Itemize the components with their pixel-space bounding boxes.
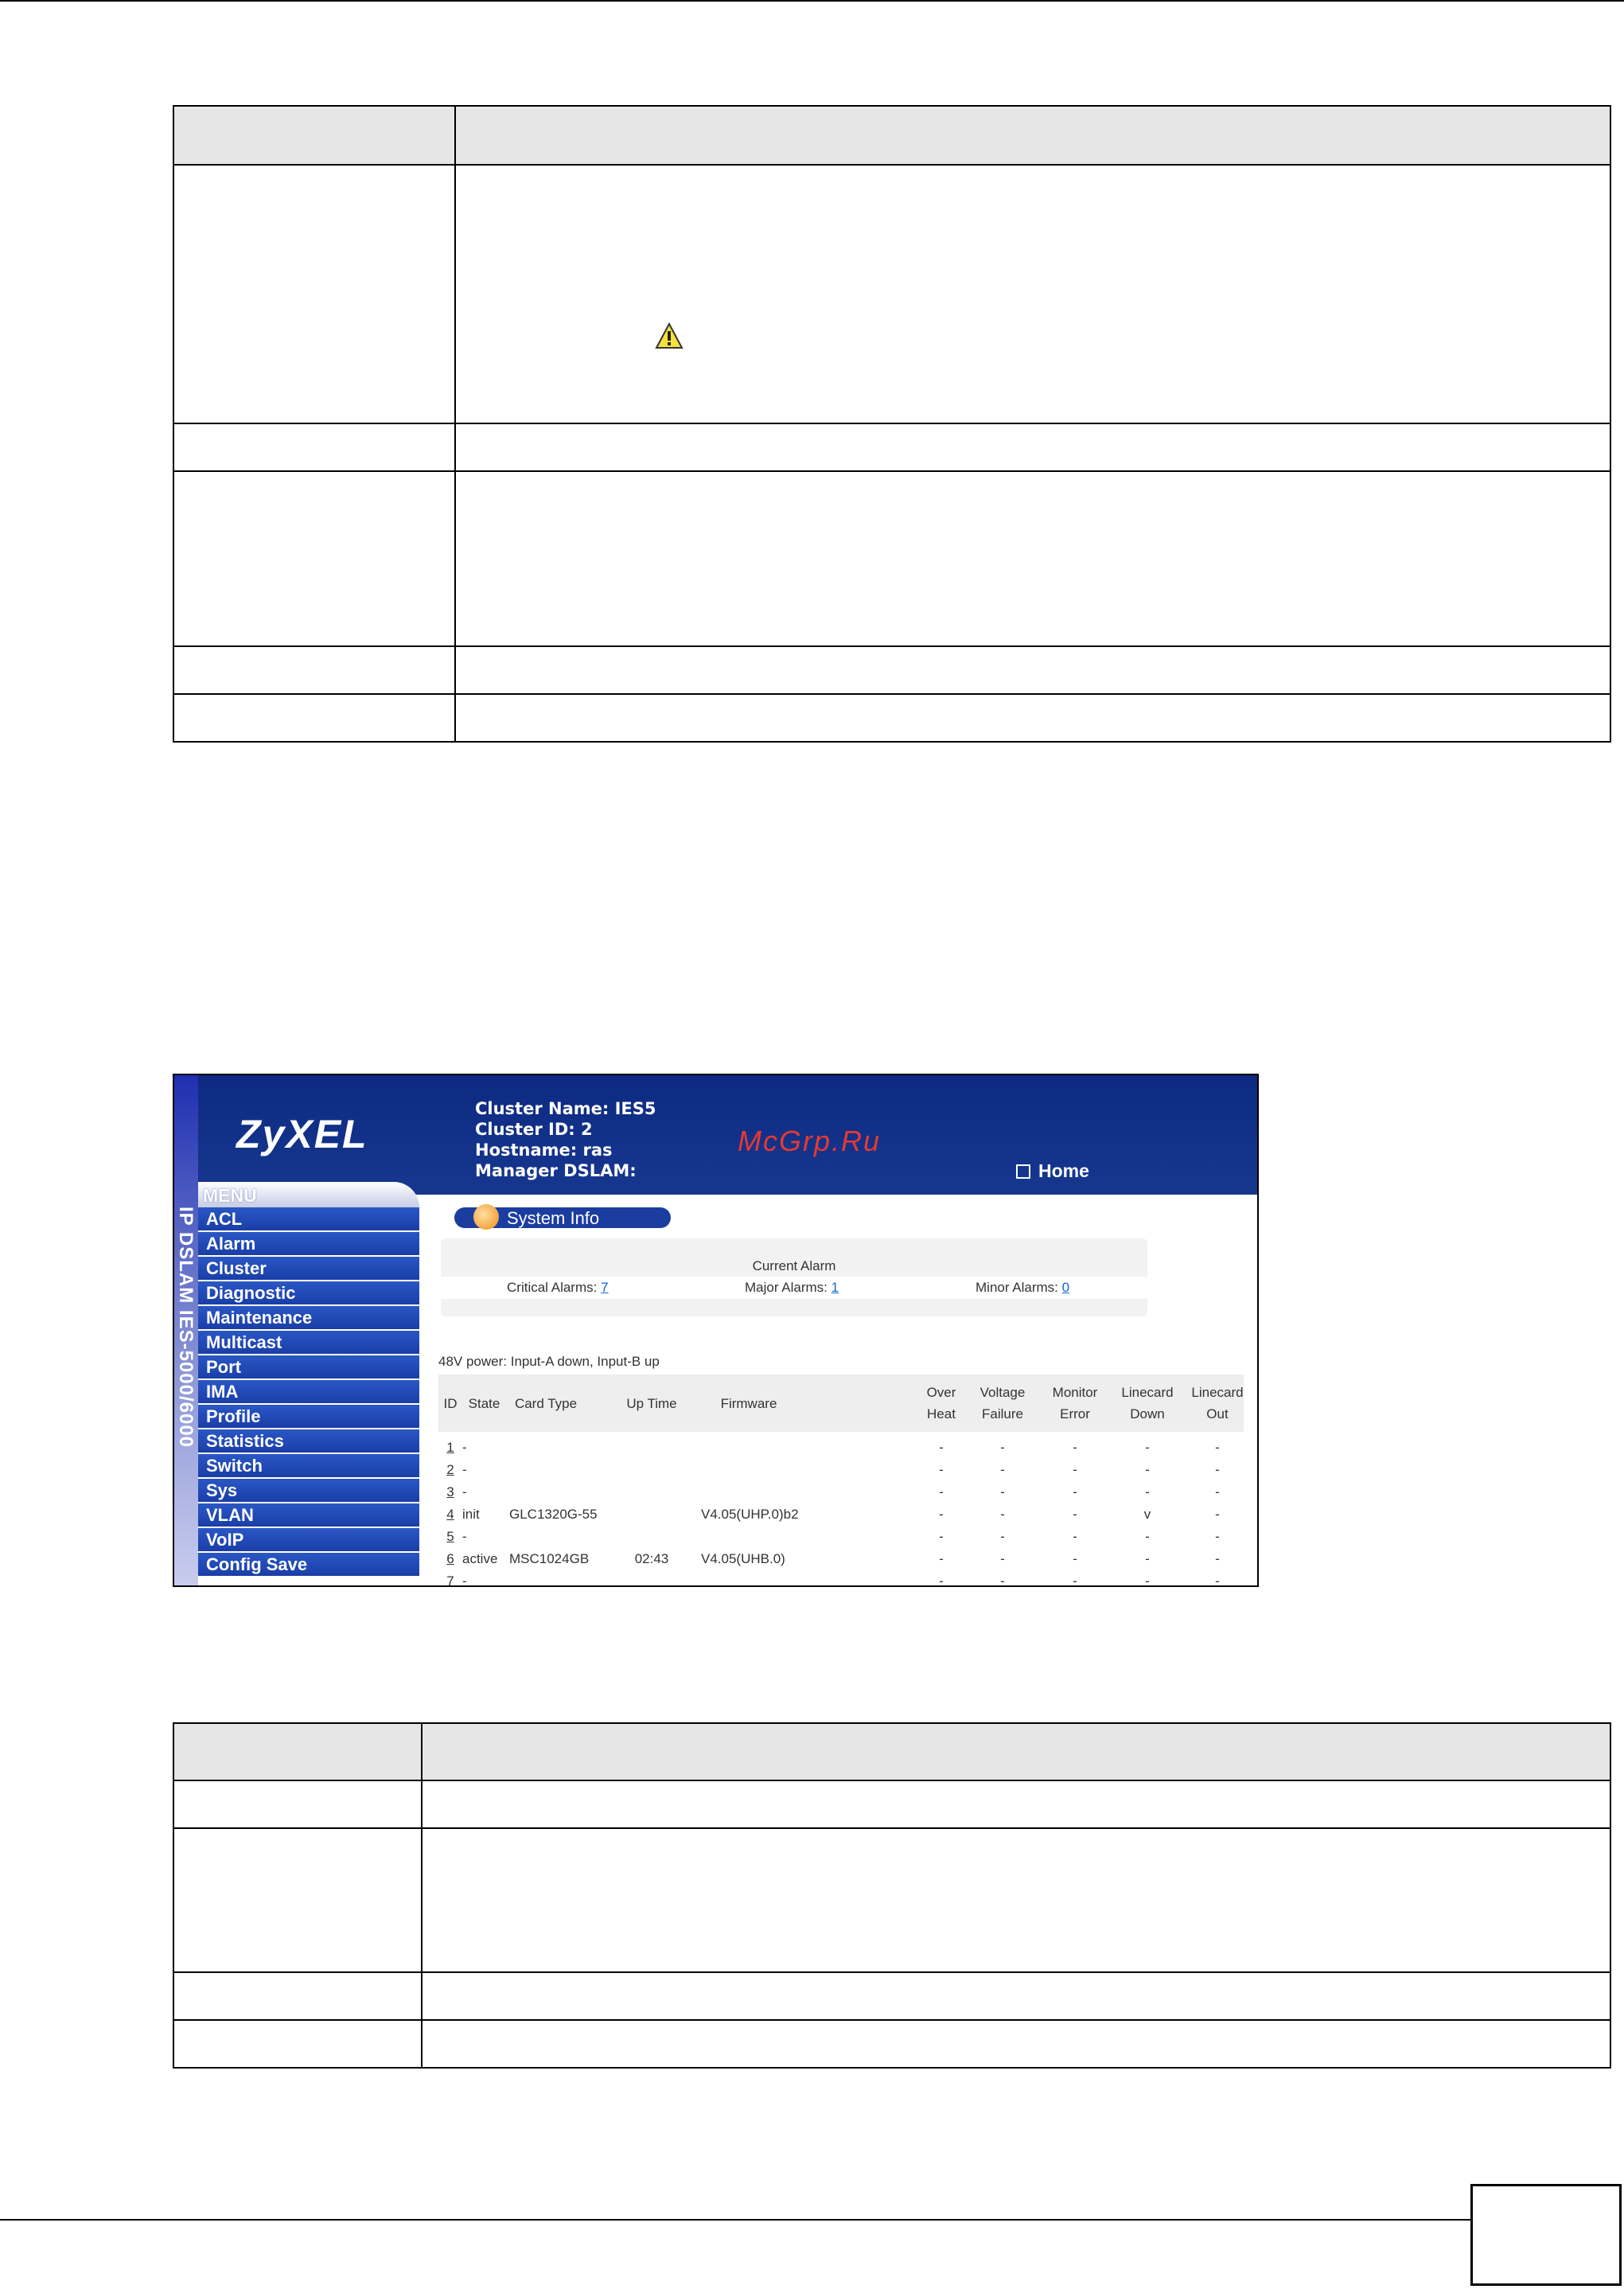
upper-table-header-description: [455, 106, 1610, 165]
menu-item-switch[interactable]: Switch: [198, 1454, 419, 1477]
upper-table-cell: [173, 423, 455, 471]
card-table-header-cell: Firmware: [720, 1395, 777, 1411]
card-table-cell: active: [462, 1551, 498, 1566]
card-table-cell: 02:43: [634, 1551, 669, 1566]
card-table-row: [438, 1570, 1244, 1587]
card-table-header-cell: Linecard Out: [1191, 1385, 1244, 1421]
card-table-body: [438, 1432, 1244, 1587]
lower-table-cell: [173, 2020, 422, 2068]
card-table-cell: v: [1143, 1507, 1151, 1522]
menu-item-cluster[interactable]: Cluster: [198, 1257, 419, 1280]
upper-table: [173, 105, 1611, 743]
card-table-header-cell: Linecard Down: [1121, 1385, 1174, 1421]
menu-item-maintenance[interactable]: Maintenance: [198, 1306, 419, 1329]
lower-table-cell: [173, 1828, 422, 1972]
main-content: [421, 1195, 1259, 1587]
menu-item-diagnostic[interactable]: Diagnostic: [198, 1281, 419, 1304]
card-table-header-cell: Over Heat: [926, 1385, 956, 1421]
card-id-link[interactable]: 2: [446, 1462, 454, 1477]
minor-alarms-link[interactable]: 0: [1061, 1280, 1070, 1295]
card-table-row: [438, 1481, 1244, 1503]
manager-dslam: Manager DSLAM:: [475, 1161, 637, 1180]
card-table-cell: -: [462, 1529, 467, 1544]
card-table-header-cell: Up Time: [626, 1395, 677, 1411]
card-table-cell: -: [939, 1573, 944, 1587]
card-table-cell: -: [1215, 1440, 1220, 1455]
card-table-cell: -: [1215, 1484, 1220, 1499]
menu-item-multicast[interactable]: Multicast: [198, 1331, 419, 1354]
card-table-cell: -: [1215, 1507, 1220, 1522]
card-table-cell: -: [939, 1462, 944, 1477]
lower-table-cell: [422, 1780, 1610, 1828]
lower-table-cell: [422, 1828, 1610, 1972]
card-table-cell: -: [1215, 1462, 1220, 1477]
alarm-counts-row: [441, 1277, 1147, 1299]
cluster-id: Cluster ID: 2: [475, 1120, 593, 1139]
card-table-cell: -: [939, 1507, 944, 1522]
card-table-cell: init: [462, 1507, 480, 1522]
system-info-heading: [454, 1207, 671, 1228]
menu-item-ima[interactable]: IMA: [198, 1380, 419, 1403]
major-alarms-label: Major Alarms:: [745, 1280, 828, 1295]
home-label: Home: [1038, 1160, 1089, 1181]
web-configurator-screenshot: [173, 1074, 1259, 1587]
card-table-cell: -: [1215, 1529, 1220, 1544]
card-table-header-cell: ID: [443, 1395, 458, 1411]
lower-table: [173, 1722, 1611, 2069]
card-table-cell: -: [1145, 1462, 1150, 1477]
hostname: Hostname: ras: [475, 1141, 613, 1160]
card-table-cell: V4.05(UHB.0): [701, 1551, 785, 1566]
card-table-cell: -: [1145, 1529, 1150, 1544]
menu-tab: [198, 1182, 419, 1207]
current-alarm-panel: [441, 1238, 1147, 1316]
upper-table-cell: [173, 165, 455, 423]
menu-item-sys[interactable]: Sys: [198, 1479, 419, 1502]
card-table-header: [438, 1375, 1244, 1432]
warning-icon: [655, 322, 683, 349]
upper-table-cell: [173, 694, 455, 742]
lower-table-cell: [173, 1972, 422, 2020]
lower-table-cell: [422, 2020, 1610, 2068]
card-table-cell: GLC1320G-55: [509, 1507, 598, 1522]
card-table-cell: -: [1073, 1507, 1077, 1522]
card-table-cell: -: [462, 1484, 467, 1499]
card-table-header-cell: State: [468, 1395, 500, 1411]
menu-item-vlan[interactable]: VLAN: [198, 1503, 419, 1527]
card-table-cell: -: [1073, 1462, 1077, 1477]
card-table-cell: -: [1073, 1573, 1077, 1587]
major-alarms: [745, 1280, 839, 1296]
card-id-link[interactable]: 6: [446, 1551, 454, 1566]
card-table-cell: -: [1145, 1551, 1150, 1566]
card-table-cell: -: [1073, 1484, 1077, 1499]
card-status-table: [438, 1375, 1244, 1587]
card-table-cell: -: [1000, 1462, 1005, 1477]
menu-item-statistics[interactable]: Statistics: [198, 1429, 419, 1453]
critical-alarms-link[interactable]: 7: [601, 1280, 609, 1295]
power-status: 48V power: Input-A down, Input-B up: [438, 1354, 660, 1369]
card-table-cell: -: [939, 1551, 944, 1566]
minor-alarms-label: Minor Alarms:: [976, 1280, 1058, 1295]
card-table-cell: -: [939, 1484, 944, 1499]
page-number-box: [1470, 2184, 1622, 2286]
menu-item-voip[interactable]: VoIP: [198, 1528, 419, 1551]
card-table-cell: MSC1024GB: [509, 1551, 590, 1566]
menu-title: MENU: [203, 1185, 257, 1206]
home-icon: [1016, 1164, 1030, 1179]
card-table-cell: -: [1000, 1573, 1005, 1587]
menu-item-port[interactable]: Port: [198, 1355, 419, 1378]
card-table-cell: -: [1145, 1484, 1150, 1499]
bottom-rule: [0, 2219, 1470, 2221]
system-info-title: System Info: [507, 1208, 600, 1228]
card-table-row: [438, 1548, 1244, 1570]
card-table-cell: V4.05(UHP.0)b2: [701, 1507, 799, 1522]
card-table-header-cell: Card Type: [514, 1395, 578, 1411]
upper-table-header-label: [173, 106, 455, 165]
card-table-cell: -: [462, 1462, 467, 1477]
card-table-cell: -: [1215, 1551, 1220, 1566]
orb-icon: [473, 1204, 499, 1230]
home-link[interactable]: [1016, 1160, 1089, 1182]
card-table-row: [438, 1437, 1244, 1459]
card-table-cell: -: [1215, 1573, 1220, 1587]
card-table-row: [438, 1459, 1244, 1481]
lower-table-header-label: [173, 1723, 422, 1780]
lower-table-header-description: [422, 1723, 1610, 1780]
card-id-link[interactable]: 7: [446, 1573, 454, 1587]
card-table-header-cell: Monitor Error: [1052, 1385, 1098, 1421]
upper-table-cell: [455, 471, 1610, 646]
card-table-cell: -: [1073, 1551, 1077, 1566]
card-id-link[interactable]: 1: [446, 1440, 454, 1455]
menu-item-acl[interactable]: ACL: [198, 1207, 419, 1230]
product-vertical-title: IP DSLAM IES-5000/6000: [175, 1207, 197, 1449]
card-id-link[interactable]: 5: [446, 1529, 454, 1544]
card-table-cell: -: [939, 1440, 944, 1455]
minor-alarms: [976, 1280, 1069, 1296]
card-table-cell: -: [939, 1529, 944, 1544]
card-table-cell: -: [462, 1573, 467, 1587]
zyxel-logo: ZyXEL: [236, 1112, 368, 1156]
card-table-header-cell: Voltage Failure: [979, 1385, 1026, 1421]
card-table-cell: -: [1000, 1507, 1005, 1522]
card-table-cell: -: [1145, 1573, 1150, 1587]
card-table-row: [438, 1526, 1244, 1548]
upper-table-cell: [455, 694, 1610, 742]
top-rule: [0, 0, 1624, 2]
upper-table-cell: [173, 646, 455, 694]
card-table-row: [438, 1503, 1244, 1526]
lower-table-cell: [173, 1780, 422, 1828]
card-id-link[interactable]: 4: [446, 1507, 454, 1522]
upper-table-cell: [455, 646, 1610, 694]
card-table-cell: -: [1073, 1529, 1077, 1544]
critical-alarms-label: Critical Alarms:: [507, 1280, 598, 1295]
card-table-cell: -: [1000, 1551, 1005, 1566]
upper-table-cell: [455, 423, 1610, 471]
card-table-cell: -: [1073, 1440, 1077, 1455]
upper-table-cell: [173, 471, 455, 646]
menu-item-profile[interactable]: Profile: [198, 1405, 419, 1428]
card-table-cell: -: [1000, 1440, 1005, 1455]
card-table-cell: -: [462, 1440, 467, 1455]
watermark: McGrp.Ru: [738, 1125, 882, 1157]
current-alarm-title: Current Alarm: [752, 1258, 836, 1273]
critical-alarms: [507, 1280, 609, 1296]
menu-item-alarm[interactable]: Alarm: [198, 1232, 419, 1255]
lower-table-cell: [422, 1972, 1610, 2020]
major-alarms-link[interactable]: 1: [831, 1280, 839, 1295]
side-menu: [198, 1207, 419, 1577]
card-table-cell: -: [1000, 1529, 1005, 1544]
card-table-cell: -: [1000, 1484, 1005, 1499]
upper-table-cell: [455, 165, 1610, 423]
cluster-name: Cluster Name: IES5: [475, 1099, 656, 1118]
card-id-link[interactable]: 3: [446, 1484, 454, 1499]
card-table-cell: -: [1145, 1440, 1150, 1455]
menu-item-config-save[interactable]: Config Save: [198, 1553, 419, 1576]
